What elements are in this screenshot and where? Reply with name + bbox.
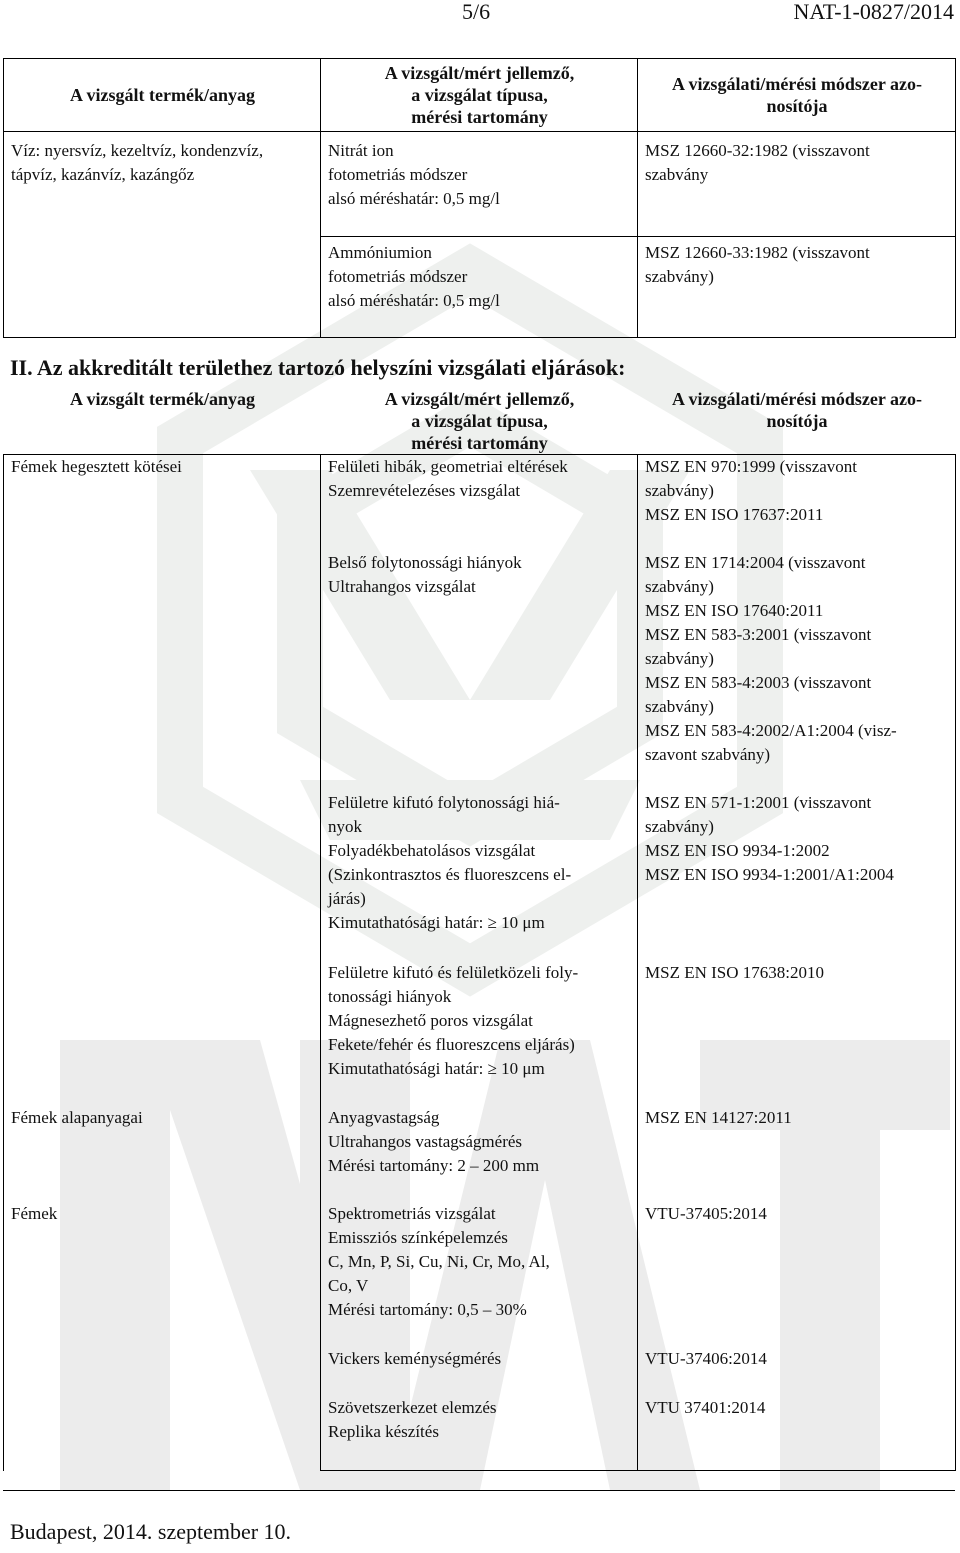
table-row xyxy=(4,132,956,237)
method-cell: MSZ EN 571-1:2001 (visszavont szabvány) MSZ EN ISO 9934-1:2002 MSZ EN ISO 9934-1:2001/A1:2004 xyxy=(638,791,956,961)
accredited-tests-table-continued xyxy=(3,58,956,338)
method-cell: VTU-37406:2014 xyxy=(638,1347,956,1396)
page-header xyxy=(0,0,960,30)
characteristic-cell: Belső folytonossági hiányok Ultrahangos vizsgálat xyxy=(321,551,638,791)
column-header-characteristic: A vizsgált/mért jellemző, a vizsgálat típusa, mérési tartomány xyxy=(321,388,638,455)
method-cell: MSZ 12660-33:1982 (visszavont szabvány) xyxy=(638,237,956,338)
product-cell: Fémek xyxy=(4,1202,321,1471)
characteristic-cell: Szövetszerkezet elemzés Replika készítés xyxy=(321,1396,638,1471)
footer-rule xyxy=(3,1490,955,1491)
characteristic-cell: Spektrometriás vizsgálat Emissziós színképelemzés C, Mn, P, Si, Cu, Ni, Cr, Mo, Al, Co, V Mérési tartomány: 0,5 – 30% xyxy=(321,1202,638,1347)
characteristic-cell: Felületre kifutó folytonossági hiá- nyok Folyadékbehatolásos vizsgálat (Szinkontrasztos és fluoreszcens el- járás) Kimutathatósági határ: ≥ 10 μm xyxy=(321,791,638,961)
method-cell: VTU 37401:2014 xyxy=(638,1396,956,1471)
characteristic-cell: Felületre kifutó és felületközeli foly- tonossági hiányok Mágnesezhető poros vizsgálat Fekete/fehér és fluoreszcens eljárás) Kimutathatósági határ: ≥ 10 μm xyxy=(321,961,638,1106)
product-cell: Fémek hegesztett kötései xyxy=(4,455,321,1107)
table-row xyxy=(4,1106,956,1202)
characteristic-cell: Anyagvastagság Ultrahangos vastagságmérés Mérési tartomány: 2 – 200 mm xyxy=(321,1106,638,1202)
characteristic-cell: Felületi hibák, geometriai eltérések Szemrevételezéses vizsgálat xyxy=(321,455,638,552)
characteristic-cell: Vickers keménységmérés xyxy=(321,1347,638,1396)
method-cell: MSZ EN 970:1999 (visszavont szabvány) MSZ EN ISO 17637:2011 xyxy=(638,455,956,552)
product-cell: Víz: nyersvíz, kezeltvíz, kondenzvíz, tápvíz, kazánvíz, kazángőz xyxy=(4,132,321,338)
characteristic-cell: Ammóniumion fotometriás módszer alsó méréshatár: 0,5 mg/l xyxy=(321,237,638,338)
method-cell: VTU-37405:2014 xyxy=(638,1202,956,1347)
page-number: 5/6 xyxy=(462,0,491,24)
column-header-method: A vizsgálati/mérési módszer azo- nosítója xyxy=(638,59,956,132)
column-header-product: A vizsgált termék/anyag xyxy=(4,388,321,455)
method-cell: MSZ 12660-32:1982 (visszavont szabvány xyxy=(638,132,956,237)
section-title: II. Az akkreditált területhez tartozó helyszíni vizsgálati eljárások: xyxy=(10,355,626,380)
onsite-tests-table xyxy=(3,388,956,1471)
column-header-product: A vizsgált termék/anyag xyxy=(4,59,321,132)
table-row xyxy=(4,1202,956,1347)
document-reference: NAT-1-0827/2014 xyxy=(793,0,954,24)
product-cell: Fémek alapanyagai xyxy=(4,1106,321,1202)
footer-date: Budapest, 2014. szeptember 10. xyxy=(10,1519,292,1544)
method-cell: MSZ EN ISO 17638:2010 xyxy=(638,961,956,1106)
method-cell: MSZ EN 1714:2004 (visszavont szabvány) MSZ EN ISO 17640:2011 MSZ EN 583-3:2001 (visszavont szabvány) MSZ EN 583-4:2003 (visszavont szabvány) MSZ EN 583-4:2002/A1:2004 (visz- szavont szabvány) xyxy=(638,551,956,791)
method-cell: MSZ EN 14127:2011 xyxy=(638,1106,956,1202)
table-header-row xyxy=(4,388,956,455)
characteristic-cell: Nitrát ion fotometriás módszer alsó méréshatár: 0,5 mg/l xyxy=(321,132,638,237)
column-header-characteristic: A vizsgált/mért jellemző, a vizsgálat típusa, mérési tartomány xyxy=(321,59,638,132)
table-row xyxy=(4,455,956,552)
column-header-method: A vizsgálati/mérési módszer azo- nosítója xyxy=(638,388,956,455)
table-header-row xyxy=(4,59,956,132)
